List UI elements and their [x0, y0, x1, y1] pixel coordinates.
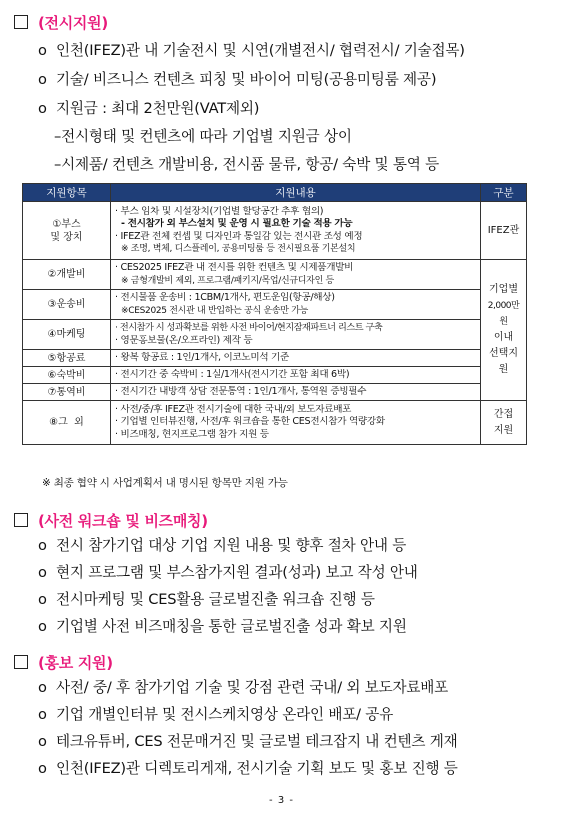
row-item: ⑤항공료 — [23, 350, 111, 367]
bullet-item — [38, 99, 259, 119]
table-row — [23, 401, 527, 445]
content-line: · IFEZ관 전체 컨셉 및 디자인과 통일감 있는 전시관 조성 예정 — [115, 230, 363, 242]
category-company — [481, 260, 527, 401]
row-content — [111, 260, 481, 290]
bullet-text: 현지 프로그램 및 부스참가지원 결과(성과) 보고 작성 안내 — [56, 564, 418, 581]
bullet-dot-icon: o — [38, 71, 47, 88]
item-label: 및 장치 — [50, 231, 83, 243]
category-line: 2,000만원 — [487, 301, 520, 327]
content-line: · 전시참가 시 성과확보를 위한 사전 바이어/현지잠재파트너 리스트 구축 — [115, 322, 383, 333]
category-line: 이내 — [493, 332, 514, 343]
content-line: · CES2025 IFEZ관 내 전시를 위한 컨텐츠 및 시제품개발비 — [115, 262, 354, 273]
table-row — [23, 320, 527, 350]
table-row — [23, 260, 527, 290]
bullet-item — [38, 563, 418, 583]
bullet-dot-icon: o — [38, 537, 47, 554]
section-exhibition-support — [14, 11, 108, 33]
bullet-dot-icon: o — [38, 733, 47, 750]
content-line: · 부스 임차 및 시설장치(기업별 할당공간 추후 협의) — [115, 205, 324, 217]
bullet-dot-icon: o — [38, 618, 47, 635]
bullet-item — [38, 705, 393, 725]
bullet-text: 전시마케팅 및 CES활용 글로벌진출 워크숍 진행 등 — [56, 591, 375, 608]
row-item: ⑥숙박비 — [23, 367, 111, 384]
bullet-item — [38, 617, 407, 637]
bullet-text: 전시 참가기업 대상 기업 지원 내용 및 향후 절차 안내 등 — [56, 537, 407, 554]
content-line: · 전시기간 내방객 상담 전문통역 : 1인/1개사, 통역원 증빙필수 — [115, 385, 367, 397]
bullet-item — [38, 41, 465, 61]
bullet-text: 기술/ 비즈니스 컨텐츠 피칭 및 바이어 미팅(공용미팅룸 제공) — [56, 71, 437, 88]
table-row — [23, 290, 527, 320]
row-item: ⑦통역비 — [23, 384, 111, 401]
category-line: 기업별 — [489, 284, 518, 295]
support-table — [22, 183, 527, 445]
bullet-dot-icon: o — [38, 42, 47, 59]
table-row — [23, 202, 527, 260]
row-content — [111, 350, 481, 367]
checkbox-square-icon — [14, 513, 28, 527]
bullet-text: 인천(IFEZ)관 내 기술전시 및 시연(개별전시/ 협력전시/ 기술접목) — [56, 42, 465, 59]
bullet-text: 지원금 : 최대 2천만원(VAT제외) — [56, 100, 260, 117]
bullet-dot-icon: o — [38, 706, 47, 723]
bullet-dot-icon: o — [38, 760, 47, 777]
section-title: (전시지원) — [38, 13, 108, 32]
table-row — [23, 350, 527, 367]
content-line: · 비즈매칭, 현지프로그램 참가 지원 등 — [115, 428, 269, 440]
row-content — [111, 202, 481, 260]
content-line: ※CES2025 전시관 내 반입하는 공식 운송만 가능 — [121, 305, 309, 316]
bullet-dot-icon: o — [38, 679, 47, 696]
header-category: 구분 — [481, 184, 527, 202]
category-ifez: IFEZ관 — [481, 202, 527, 260]
bullet-text: 기업 개별인터뷰 및 전시스케치영상 온라인 배포/ 공유 — [56, 706, 394, 723]
row-item: ③운송비 — [23, 290, 111, 320]
checkbox-square-icon — [14, 655, 28, 669]
row-item-booth — [23, 202, 111, 260]
bullet-text: 사전/ 중/ 후 참가기업 기술 및 강점 관련 국내/ 외 보도자료배포 — [56, 679, 449, 696]
sub-item: –시제품/ 컨텐츠 개발비용, 전시품 물류, 항공/ 숙박 및 통역 등 — [54, 156, 440, 173]
row-content — [111, 384, 481, 401]
bullet-item — [38, 678, 448, 698]
content-line: · 영문홍보물(온/오프라인) 제작 등 — [115, 334, 253, 346]
content-line: ※ 조명, 벽체, 디스플레이, 공용미팅룸 등 전시필요품 기본설치 — [121, 244, 356, 254]
table-note: ※ 최종 협약 시 사업계획서 내 명시된 항목만 지원 가능 — [42, 477, 288, 489]
table-row — [23, 367, 527, 384]
row-item: ⑧그 외 — [23, 401, 111, 445]
bullet-item — [38, 536, 406, 556]
row-item: ④마케팅 — [23, 320, 111, 350]
section-title: (홍보 지원) — [38, 653, 113, 672]
content-line: · 사전/중/후 IFEZ관 전시기술에 대한 국내/외 보도자료배포 — [115, 403, 352, 415]
category-line: 지원 — [493, 424, 514, 436]
category-line: 선택지원 — [489, 348, 518, 375]
category-line: 간접 — [493, 408, 514, 420]
row-item: ②개발비 — [23, 260, 111, 290]
page-number: - 3 - — [269, 795, 294, 806]
content-line: · 전시물품 운송비 : 1CBM/1개사, 편도운임(항공/해상) — [115, 292, 335, 303]
row-content — [111, 367, 481, 384]
bullet-dot-icon: o — [38, 564, 47, 581]
category-indirect — [481, 401, 527, 445]
section-workshop-bizmatching — [14, 509, 208, 531]
item-label: ①부스 — [52, 218, 81, 230]
header-content: 지원내용 — [111, 184, 481, 202]
bullet-dot-icon: o — [38, 591, 47, 608]
section-title: (사전 워크숍 및 비즈매칭) — [38, 511, 208, 530]
row-content — [111, 290, 481, 320]
bullet-text: 인천(IFEZ)관 디렉토리게재, 전시기술 기획 보도 및 홍보 진행 등 — [56, 760, 458, 777]
bullet-dot-icon: o — [38, 100, 47, 117]
content-line: · 기업별 인터뷰진행, 사전/후 워크숍을 통한 CES전시참가 역량강화 — [115, 416, 385, 428]
bullet-item — [38, 70, 436, 90]
bullet-item — [38, 759, 458, 779]
content-line: · 전시기간 중 숙박비 : 1실/1개사(전시기간 포함 최대 6박) — [115, 368, 350, 380]
content-line: - 전시참가 외 부스설치 및 운영 시 필요한 기술 적용 가능 — [121, 218, 353, 229]
checkbox-square-icon — [14, 15, 28, 29]
bullet-text: 기업별 사전 비즈매칭을 통한 글로벌진출 성과 확보 지원 — [56, 618, 407, 635]
section-pr-support — [14, 651, 113, 673]
table-row — [23, 384, 527, 401]
row-content — [111, 320, 481, 350]
bullet-text: 테크유튜버, CES 전문매거진 및 글로벌 테크잡지 내 컨텐츠 게재 — [56, 733, 458, 750]
table-header-row — [23, 184, 527, 202]
row-content — [111, 401, 481, 445]
header-item: 지원항목 — [23, 184, 111, 202]
bullet-item — [38, 732, 458, 752]
bullet-item — [38, 590, 375, 610]
content-line: ※ 금형개발비 제외, 프로그램/패키지/목업/신규디자인 등 — [121, 275, 334, 286]
content-line: · 왕복 항공료 : 1인/1개사, 이코노미석 기준 — [115, 351, 289, 363]
sub-item: –전시형태 및 컨텐츠에 따라 기업별 지원금 상이 — [54, 128, 352, 145]
